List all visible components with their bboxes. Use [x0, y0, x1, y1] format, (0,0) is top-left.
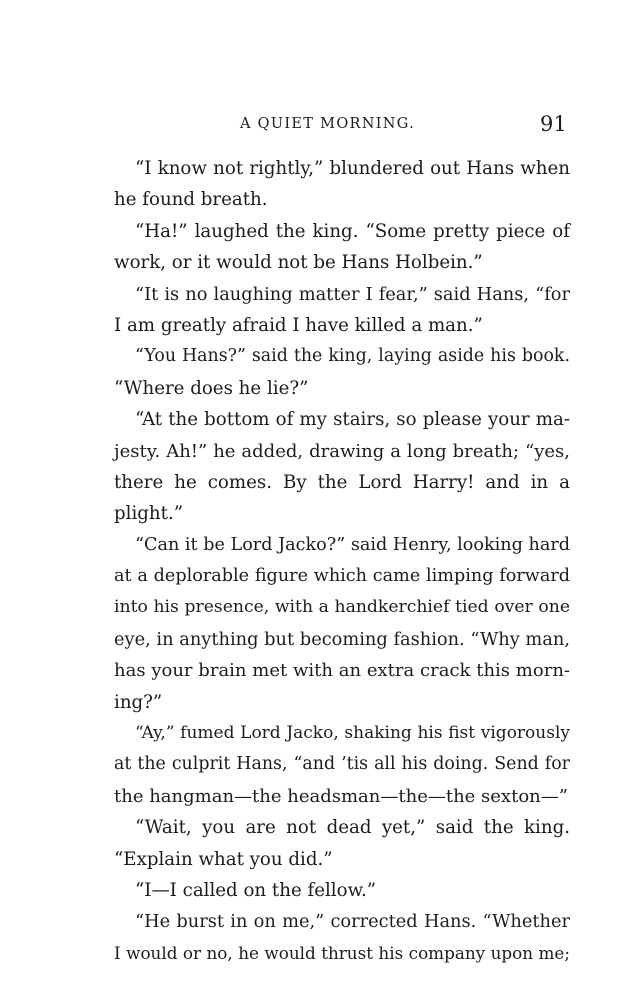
page-number: 91 [540, 112, 567, 136]
text-line: “I—I called on the fellow.” [135, 879, 377, 901]
text-line: “Ay,” fumed Lord Jacko, shaking his fist vigorously [135, 723, 570, 744]
text-line: “Can it be Lord Jacko?” said Henry, looking hard [135, 534, 570, 555]
text-line: I am greatly afraid I have killed a man.” [114, 314, 483, 336]
running-title: A QUIET MORNING. [240, 116, 416, 132]
text-line: I would or no, he would thrust his company upon me; [114, 942, 570, 963]
text-line: “He burst in on me,” corrected Hans. “Whether [135, 911, 570, 933]
text-line: ing?” [114, 691, 163, 713]
text-line: the hangman—the headsman—the—the sexton—” [114, 785, 568, 807]
text-line: at a deplorable figure which came limping forward [114, 566, 570, 587]
text-line: work, or it would not be Hans Holbein.” [114, 252, 483, 274]
text-line: “Ha!” laughed the king. “Some pretty piece of [135, 220, 570, 242]
text-line: “Explain what you did.” [114, 848, 333, 870]
running-head [0, 112, 633, 142]
text-line: has your brain met with an extra crack this morn- [114, 660, 570, 682]
text-line: “It is no laughing matter I fear,” said Hans, “for [135, 283, 570, 305]
text-line: he found breath. [114, 189, 268, 211]
text-line: at the culprit Hans, “and ’tis all his doing. Send for [114, 754, 570, 775]
text-line: into his presence, with a handkerchief tied over one [114, 597, 570, 618]
text-line: “You Hans?” said the king, laying aside his book. [135, 346, 570, 367]
text-line: “At the bottom of my stairs, so please your ma- [135, 409, 570, 431]
text-line: “I know not rightly,” blundered out Hans when [135, 158, 570, 179]
text-line: plight.” [114, 503, 184, 525]
body-text [114, 153, 570, 969]
text-line: “Wait, you are not dead yet,” said the king. [135, 817, 570, 839]
text-line: “Where does he lie?” [114, 377, 309, 399]
text-line: there he comes. By the Lord Harry! and in a [114, 471, 570, 493]
text-line: eye, in anything but becoming fashion. “Why man, [114, 628, 570, 650]
text-line: jesty. Ah!” he added, drawing a long breath; “yes, [114, 440, 570, 462]
